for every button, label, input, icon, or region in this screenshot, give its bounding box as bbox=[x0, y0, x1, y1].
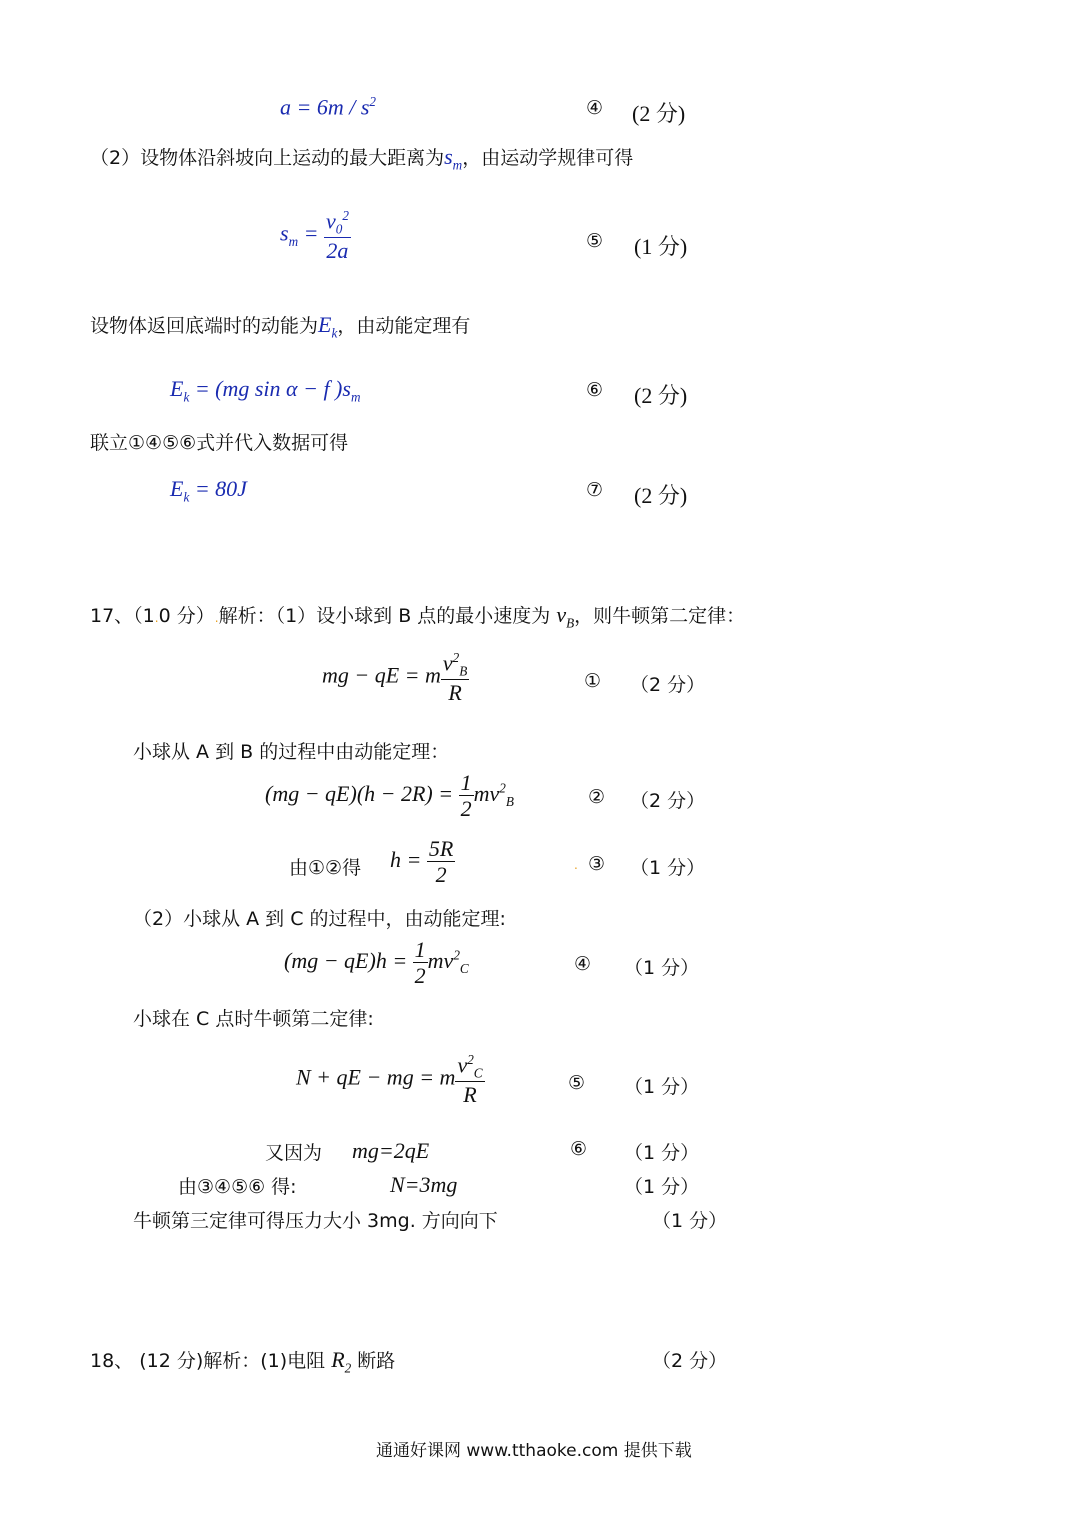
q17-eq5-number: ⑤ bbox=[568, 1072, 586, 1094]
q17-eq1: mg − qE = m $\frac{v^2_B}{R}$ bbox=[322, 650, 468, 705]
paragraph-ek bbox=[90, 311, 470, 341]
q17-mark-2: . bbox=[214, 611, 219, 625]
eq5-number: ⑤ bbox=[586, 230, 604, 252]
q17-header-a: 17、（1 bbox=[90, 605, 155, 627]
q17-eq4-score: （1 分） bbox=[624, 957, 700, 979]
q17-eq2-number: ② bbox=[588, 786, 606, 808]
vb-symbol: $v_B$ bbox=[556, 602, 575, 631]
q17-mark-1: . bbox=[154, 611, 159, 625]
q17-header-d: ，则牛顿第二定律： bbox=[574, 605, 746, 627]
eq6-score: (2 分) bbox=[634, 383, 688, 408]
q17-from-eq: N=3mg bbox=[390, 1172, 458, 1197]
q17-header bbox=[90, 601, 745, 631]
eq7-number: ⑦ bbox=[586, 479, 604, 501]
q18-header-text: 18、 (12 分)解析：(1)电阻 bbox=[90, 1350, 332, 1372]
q18-score: （2 分） bbox=[652, 1350, 728, 1372]
q17-from: 由③④⑤⑥ 得: bbox=[178, 1176, 297, 1198]
q17-eq1-score: （2 分） bbox=[630, 674, 706, 696]
paragraph-ek-text-a: 设物体返回底端时的动能为 bbox=[90, 315, 319, 337]
combine-line: 联立①④⑤⑥式并代入数据可得 bbox=[90, 432, 349, 454]
eq-acceleration: $a = 6m / s^2$ bbox=[280, 94, 377, 120]
eq-a-number: ④ bbox=[586, 97, 604, 119]
paragraph-part2-text-a: （2）设物体沿斜坡向上运动的最大距离为 bbox=[90, 147, 445, 169]
q17-eq6-number: ⑥ bbox=[570, 1138, 588, 1160]
q17-eq4-number: ④ bbox=[574, 953, 592, 975]
q17-c-line: 小球在 C 点时牛顿第二定律: bbox=[133, 1008, 374, 1030]
q17-eq2: (mg − qE)(h − 2R) = $\frac{1}{2}$ $mv^2_B$ bbox=[265, 770, 514, 822]
q17-third-law: 牛顿第三定律可得压力大小 3mg. 方向向下 bbox=[133, 1210, 498, 1232]
eq-sm: $s_m$ = $\frac{v_0^2}{2a}$ bbox=[280, 208, 349, 263]
q17-eq4: (mg − qE)h = $\frac{1}{2}$ $mv^2_C$ bbox=[284, 937, 469, 989]
q17-eq3: h = $\frac{5R}{2}$ bbox=[390, 836, 454, 888]
r2-symbol: $R_2$ bbox=[331, 1347, 352, 1376]
ek-symbol: $E_k$ bbox=[318, 312, 338, 341]
paragraph-part2-text-b: ，由运动学规律可得 bbox=[462, 147, 634, 169]
q17-because: 又因为 bbox=[265, 1142, 323, 1164]
q17-third-score: （1 分） bbox=[652, 1210, 728, 1232]
eq6-number: ⑥ bbox=[586, 379, 604, 401]
paragraph-ek-text-b: ，由动能定理有 bbox=[337, 315, 471, 337]
q17-from-score: （1 分） bbox=[624, 1176, 700, 1198]
q17-eq5: N + qE − mg = m $\frac{v^2_C}{R}$ bbox=[296, 1052, 483, 1107]
q17-header-b: 0 分） bbox=[158, 605, 215, 627]
q17-eq3-mark: . bbox=[574, 858, 578, 872]
q17-eq6-score: （1 分） bbox=[624, 1142, 700, 1164]
q18-header-end: 断路 bbox=[351, 1350, 396, 1372]
q17-eq2-score: （2 分） bbox=[630, 790, 706, 812]
eq-ek-value: $E_k = 80J$ bbox=[170, 476, 247, 505]
q17-part2: （2）小球从 A 到 C 的过程中，由动能定理: bbox=[133, 908, 506, 930]
q17-eq3-prefix: 由①②得 bbox=[289, 857, 362, 879]
q17-eq3-score: （1 分） bbox=[630, 857, 706, 879]
q17-eq1-number: ① bbox=[584, 670, 602, 692]
page-footer: 通通好课网 www.tthaoke.com 提供下载 bbox=[376, 1441, 692, 1461]
paragraph-part2 bbox=[90, 143, 633, 173]
q17-because-eq: mg=2qE bbox=[352, 1138, 430, 1163]
q17-header-c: 解析：（1）设小球到 B 点的最小速度为 bbox=[218, 605, 557, 627]
q17-eq5-score: （1 分） bbox=[624, 1076, 700, 1098]
q17-line-ab: 小球从 A 到 B 的过程中由动能定理： bbox=[133, 741, 450, 763]
q17-eq3-number: ③ bbox=[588, 853, 606, 875]
eq-a-score: (2 分) bbox=[632, 101, 686, 126]
q18-header bbox=[90, 1346, 395, 1376]
sm-symbol: $s_m$ bbox=[444, 144, 463, 173]
eq-ek-formula: $E_k = (mg$ sin α − f )$s_m$ bbox=[170, 376, 361, 405]
eq7-score: (2 分) bbox=[634, 483, 688, 508]
eq5-score: (1 分) bbox=[634, 234, 688, 259]
